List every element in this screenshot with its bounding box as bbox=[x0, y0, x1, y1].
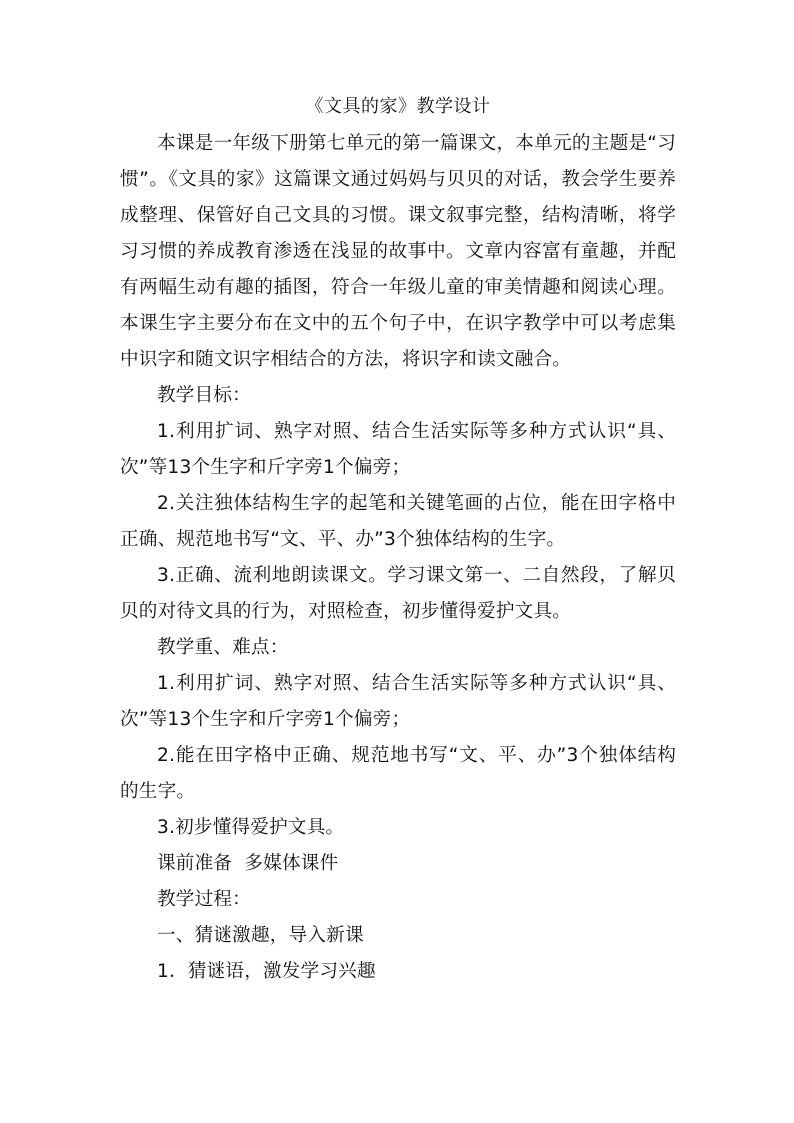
document-title: 《文具的家》教学设计 bbox=[305, 96, 491, 117]
intro-paragraph: 本课是一年级下册第七单元的第一篇课文，本单元的主题是“习惯”。《文具的家》这篇课文通过妈妈与贝贝的对话，教会学生要养成整理、保管好自己文具的习惯。课文叙事完整，结构清晰，将学习习惯的养成教育渗透在浅显的故事中。文章内容富有童趣，并配有两幅生动有趣的插图，符合一年级儿童的审美情趣和阅读心理。本课生字主要分布在文中的五个句子中，在识字教学中可以考虑集中识字和随文识字相结合的方法，将识字和读文融合。 bbox=[120, 133, 676, 370]
step-item-1: 1．猜谜语，激发学习兴趣 bbox=[157, 961, 376, 982]
document-page bbox=[120, 92, 676, 990]
section-heading-1: 一、猜谜激趣，导入新课 bbox=[157, 925, 364, 946]
preparation-line: 课前准备 多媒体课件 bbox=[157, 853, 339, 874]
goal-item-3: 3.正确、流利地朗读课文。学习课文第一、二自然段，了解贝贝的对待文具的行为，对照检查，初步懂得爱护文具。 bbox=[120, 565, 676, 622]
key-point-item-3: 3.初步懂得爱护文具。 bbox=[157, 817, 345, 838]
process-heading: 教学过程： bbox=[157, 889, 251, 910]
goal-item-1: 1.利用扩词、熟字对照、结合生活实际等多种方式认识“具、次”等13个生字和斤字旁1个偏旁； bbox=[120, 421, 676, 478]
key-point-item-1: 1.利用扩词、熟字对照、结合生活实际等多种方式认识“具、次”等13个生字和斤字旁1个偏旁； bbox=[120, 673, 676, 730]
goals-heading: 教学目标： bbox=[157, 385, 251, 406]
goal-item-2: 2.关注独体结构生字的起笔和关键笔画的占位，能在田字格中正确、规范地书写“文、平、办”3个独体结构的生字。 bbox=[120, 493, 676, 550]
key-point-item-2: 2.能在田字格中正确、规范地书写“文、平、办”3个独体结构的生字。 bbox=[120, 745, 676, 802]
key-points-heading: 教学重、难点： bbox=[157, 637, 289, 658]
